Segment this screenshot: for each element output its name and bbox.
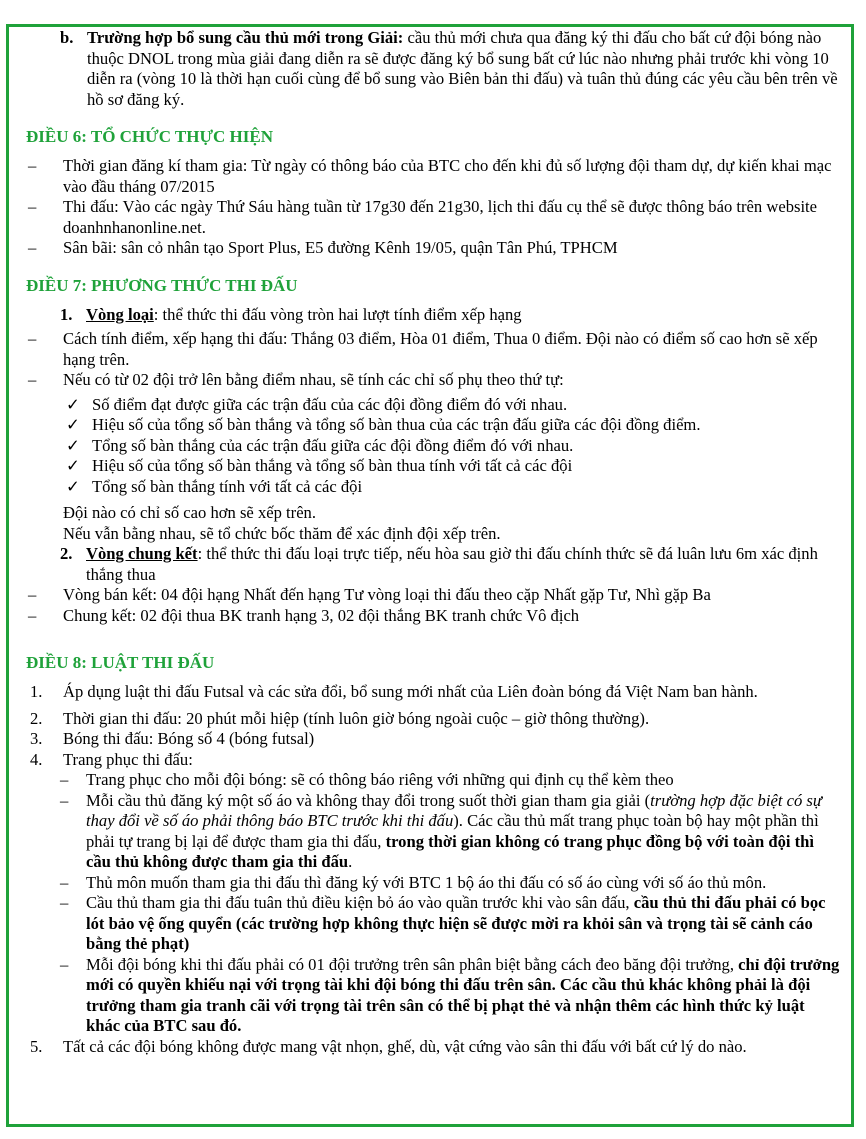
dieu6-title: ĐIỀU 6: TỔ CHỨC THỰC HIỆN xyxy=(26,127,273,146)
uniform-item: – Trang phục cho mỗi đội bóng: sẽ có thông báo riêng với những qui định cụ thể kèm theo xyxy=(60,770,674,789)
dieu6-item: – Thời gian đăng kí tham gia: Từ ngày có thông báo của BTC cho đến khi đủ số lượng đội tham dự, dự kiến khai mạc vào đầu tháng 07/2015 xyxy=(28,156,832,196)
check-icon: ✓ xyxy=(66,456,80,475)
section-b-label: Trường hợp bổ sung cầu thủ mới trong Giải: xyxy=(87,28,404,47)
rule-item: 1. Áp dụng luật thi đấu Futsal và các sửa đổi, bổ sung mới nhất của Liên đoàn bóng đá Việt Nam ban hành. xyxy=(30,682,758,701)
check-item: ✓ Hiệu số của tổng số bàn thắng và tổng số bàn thua của các trận đấu giữa các đội đồng điểm. xyxy=(66,415,701,434)
check-item: ✓ Tổng số bàn thắng của các trận đấu giữa các đội đồng điểm đó với nhau. xyxy=(66,435,574,455)
rule-item: 5. Tất cả các đội bóng không được mang vật nhọn, ghế, dù, vật cứng vào sân thi đấu với bất cứ lý do nào. xyxy=(30,1036,747,1056)
uniform-item: – Thủ môn muốn tham gia thi đấu thì đăng ký với BTC 1 bộ áo thi đấu có số áo cùng với số áo thủ môn. xyxy=(60,872,767,892)
dieu7-title: ĐIỀU 7: PHƯƠNG THỨC THI ĐẤU xyxy=(26,275,298,295)
document-body xyxy=(26,28,842,1057)
scoring-item: – Cách tính điểm, xếp hạng thi đấu: Thắng 03 điểm, Hòa 01 điểm, Thua 0 điểm. Đội nào có điểm số cao hơn sẽ xếp hạng trên. xyxy=(28,329,818,369)
check-item: ✓ Tổng số bàn thắng tính với tất cả các đội xyxy=(66,476,363,496)
round1: 1. Vòng loại: thể thức thi đấu vòng tròn hai lượt tính điểm xếp hạng xyxy=(60,304,522,324)
dieu6-item: – Sân bãi: sân cỏ nhân tạo Sport Plus, E5 đường Kênh 19/05, quận Tân Phú, TPHCM xyxy=(28,238,618,257)
rule-item: 2. Thời gian thi đấu: 20 phút mỗi hiệp (tính luôn giờ bóng ngoài cuộc – giờ thông thường). xyxy=(30,708,650,728)
check-icon: ✓ xyxy=(66,435,80,455)
final-item: – Chung kết: 02 đội thua BK tranh hạng 3, 02 đội thắng BK tranh chức Vô địch xyxy=(28,605,580,625)
section-b-marker: b. xyxy=(60,28,74,47)
check-item: ✓ Hiệu số của tổng số bàn thắng và tổng số bàn thua tính với tất cả các đội xyxy=(66,456,573,475)
final-item: – Vòng bán kết: 04 đội hạng Nhất đến hạng Tư vòng loại thi đấu theo cặp Nhất gặp Tư, Nhì gặp Ba xyxy=(28,585,711,604)
rule-item: 4. Trang phục thi đấu: xyxy=(30,749,193,769)
dieu8-title: ĐIỀU 8: LUẬT THI ĐẤU xyxy=(26,653,215,672)
uniform-item: – Mỗi đội bóng khi thi đấu phải có 01 đội trưởng trên sân phân biệt bằng cách đeo băng đội trưởng, chỉ đội trưởng mới có quyền khiếu nại với trọng tài khi đội bóng thi đấu trên sân. Các cầu thủ khác không phải là đội trưởng tham gia tranh cãi với trọng tài trên sân có thể bị phạt thẻ và nhận thêm các hình thức kỷ luật khác của BTC sau đó. xyxy=(60,954,840,1035)
check-item: ✓ Số điểm đạt được giữa các trận đấu của các đội đồng điểm đó với nhau. xyxy=(66,394,568,414)
section-b-text: cầu thủ mới chưa qua đăng ký thi đấu cho bất cứ đội bóng nào thuộc DNOL trong mùa giải đang diễn ra sẽ được đăng ký bổ sung bất cứ lúc nào nhưng phải trước khi vòng 10 diễn ra (vòng 10 là thời hạn cuối cùng để bổ sung vào Biên bản thi đấu) và tuân thủ đúng các yêu cầu bên trên về hồ sơ đăng ký. xyxy=(87,28,838,109)
dieu6-item: – Thi đấu: Vào các ngày Thứ Sáu hàng tuần từ 17g30 đến 21g30, lịch thi đấu cụ thể sẽ được thông báo trên website doanhnhanonline.net. xyxy=(28,197,818,237)
check-icon: ✓ xyxy=(66,415,80,434)
note: Nếu vẫn bằng nhau, sẽ tổ chức bốc thăm để xác định đội xếp trên. xyxy=(63,523,501,543)
uniform-item: – Cầu thủ tham gia thi đấu tuân thủ điều kiện bỏ áo vào quần trước khi vào sân đấu, cầu thủ thi đấu phải có bọc lót bảo vệ ống quyển (các trường hợp không thực hiện sẽ được mời ra khỏi sân và trọng tài sẽ cảnh cáo bằng thẻ phạt) xyxy=(60,893,826,953)
round2: 2. Vòng chung kết: thể thức thi đấu loại trực tiếp, nếu hòa sau giờ thi đấu chính thức sẽ đá luân lưu 6m xác định thắng thua xyxy=(60,544,818,584)
note: Đội nào có chỉ số cao hơn sẽ xếp trên. xyxy=(63,503,316,522)
uniform-item: – Mỗi cầu thủ đăng ký một số áo và không thay đổi trong suốt thời gian tham gia giải (trường hợp đặc biệt có sự thay đổi về số áo phải thông báo BTC trước khi thi đấu). Các cầu thủ mất trang phục toàn bộ hay một phần thì phải tự trang bị lại để được tham gia thi đấu, trong thời gian không có trang phục đồng bộ với toàn đội thì cầu thủ không được tham gia thi đấu. xyxy=(60,790,822,871)
check-icon: ✓ xyxy=(66,394,80,414)
rule-item: 3. Bóng thi đấu: Bóng số 4 (bóng futsal) xyxy=(30,729,315,748)
section-b xyxy=(26,28,842,110)
check-icon: ✓ xyxy=(66,476,80,496)
tiebreak-item: – Nếu có từ 02 đội trở lên bằng điểm nhau, sẽ tính các chỉ số phụ theo thứ tự: xyxy=(28,370,564,389)
